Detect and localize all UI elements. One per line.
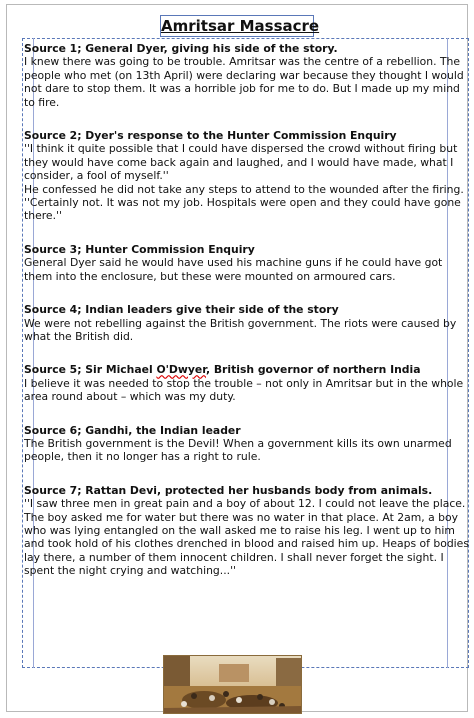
source-5-heading-start: Source 5; Sir Michael xyxy=(24,363,157,377)
source-4-paragraph: We were not rebelling against the British government. The riots were caused by what the British did. xyxy=(24,316,457,343)
source-2-paragraph: He confessed he did not take any steps to attend to the wounded after the firing. ''Certainly not. It was not my job. Hospitals were open and they could have gone there.'' xyxy=(24,182,464,223)
source-7-paragraph: ''I saw three men in great pain and a boy of about 12. I could not leave the place. The boy asked me for water but there was no water in that place. At 2am, a boy who was lying entangled on the wall asked me to raise his leg. I went up to him and took hold of his clothes drenched in blood and raised him up. Heaps of bodies lay there, a number of them innocent children. I shall never forget the sight. I spent the night crying and watching...'' xyxy=(24,497,469,578)
source-3 xyxy=(24,243,470,283)
title-box xyxy=(160,15,320,37)
source-3-paragraph: General Dyer said he would have used his machine guns if he could have got them into the enclosure, but these were mounted on armoured cars. xyxy=(24,256,443,283)
source-2 xyxy=(24,129,470,223)
source-6-text xyxy=(24,437,470,464)
massacre-painting-icon xyxy=(164,656,302,714)
source-5-paragraph: I believe it was needed to stop the trouble – not only in Amritsar but in the whole area round about – which was my duty. xyxy=(24,376,464,404)
source-6 xyxy=(24,424,470,464)
source-3-heading: Source 3; Hunter Commission Enquiry xyxy=(24,242,255,256)
source-5-heading-end: , British governor of northern India xyxy=(205,363,421,377)
source-2-text xyxy=(24,142,470,222)
page-title: Amritsar Massacre xyxy=(161,17,320,35)
source-1-paragraph: I knew there was going to be trouble. Amritsar was the centre of a rebellion. The people who met (on 13th April) were declaring war because they thought I would not dare to stop them. It was a horrible job for me to do. But I made up my mind to fire. xyxy=(24,55,464,109)
source-1-text xyxy=(24,55,470,109)
source-7 xyxy=(24,484,470,578)
source-5 xyxy=(24,363,470,403)
source-6-paragraph: The British government is the Devil! When a government kills its own unarmed people, then it no longer has a right to rule. xyxy=(24,436,452,464)
source-1 xyxy=(24,42,470,109)
massacre-painting-image xyxy=(163,655,302,714)
source-4-heading: Source 4; Indian leaders give their side of the story xyxy=(24,303,339,317)
source-2-heading: Source 2; Dyer's response to the Hunter Commission Enquiry xyxy=(24,129,397,143)
source-5-text xyxy=(24,377,470,404)
source-4 xyxy=(24,303,470,343)
source-2-quote: ''I think it quite possible that I could have dispersed the crowd without firing but they would have come back again and laughed, and I would have made, what I consider, a fool of myself.'' xyxy=(24,142,458,183)
source-7-text xyxy=(24,497,470,577)
source-5-heading xyxy=(24,363,470,376)
source-1-heading: Source 1; General Dyer, giving his side of the story. xyxy=(24,42,338,55)
source-7-heading: Source 7; Rattan Devi, protected her husbands body from animals. xyxy=(24,483,433,497)
source-3-text xyxy=(24,256,470,283)
spellcheck-underlined-word: O'Dwyer xyxy=(156,363,206,377)
source-4-text xyxy=(24,317,470,344)
source-6-heading: Source 6; Gandhi, the Indian leader xyxy=(24,423,241,437)
sources-content xyxy=(24,42,470,598)
